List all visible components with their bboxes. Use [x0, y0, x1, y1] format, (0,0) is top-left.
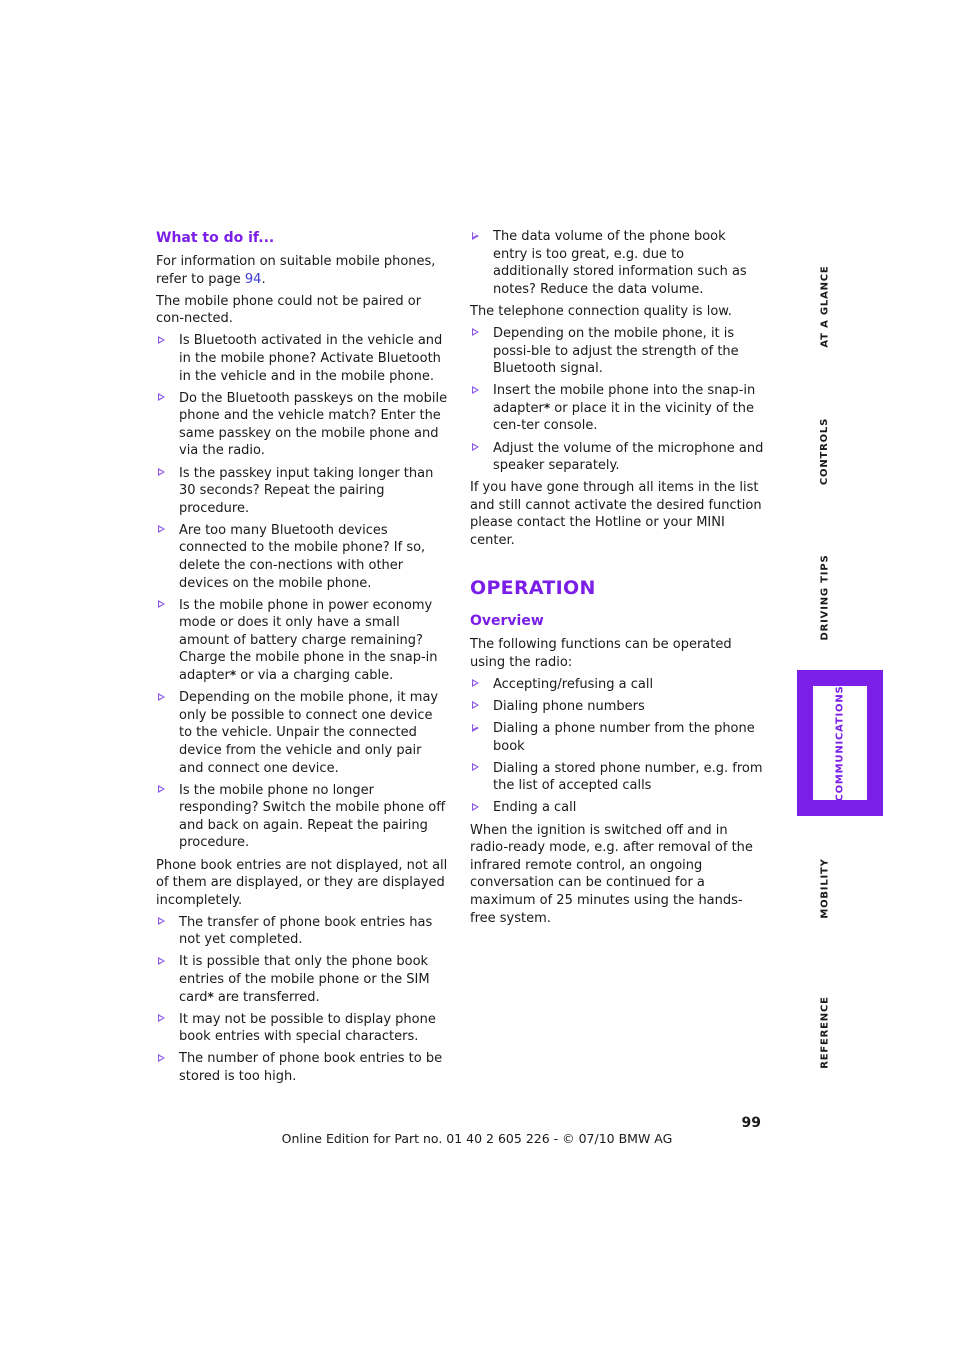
left-column [156, 228, 448, 1090]
list-item [156, 1011, 448, 1046]
list-item [470, 440, 764, 475]
hotline-paragraph: If you have gone through all items in the list and still cannot activate the desired function please contact the Hotline or your MINI center. [470, 480, 762, 548]
list-item-text: Is the mobile phone no longer responding? Switch the mobile phone off and back on again. Repeat the pairing procedure. [179, 782, 446, 851]
bullet-triangle-icon [158, 526, 165, 534]
ignition-paragraph: When the ignition is switched off and in radio-ready mode, e.g. after removal of the infrared remote control, an ongoing conversation can be continued for a maximum of 25 minutes using the hands-free system. [470, 822, 753, 926]
list-item-text: Accepting/refusing a call [493, 676, 654, 692]
tab-label: MOBILITY [819, 857, 831, 919]
tab-controls[interactable] [800, 381, 850, 521]
optional-equipment-star-icon: * [229, 668, 237, 683]
list-item-text: Dialing a phone number from the phone book [493, 721, 755, 754]
list-item [156, 597, 448, 685]
bullet-triangle-icon [472, 803, 479, 811]
tab-reference[interactable] [800, 962, 850, 1102]
list-item-text: Dialing phone numbers [493, 698, 645, 714]
radio-functions-list [470, 676, 764, 817]
tab-label: AT A GLANCE [819, 264, 831, 348]
list-item-text: Ending a call [493, 800, 577, 816]
bullet-triangle-icon [472, 329, 479, 337]
bullet-triangle-icon [158, 786, 165, 794]
list-item-text: The number of phone book entries to be stored is too high. [179, 1051, 443, 1085]
bullet-triangle-icon [472, 764, 479, 772]
bullet-triangle-icon [158, 336, 165, 344]
list-item-text: Adjust the volume of the microphone and speaker separately. [493, 440, 764, 474]
intro-end: . [261, 271, 266, 287]
tab-communications[interactable] [813, 686, 867, 800]
list-item [156, 522, 448, 592]
list-item-text: Depending on the mobile phone, it is possi-ble to adjust the strength of the Bluetooth signal. [493, 325, 739, 377]
list-item-text: The transfer of phone book entries has not yet completed. [179, 914, 433, 948]
list-item-text: Is the mobile phone in power economy mode or does it only have a small amount of battery charge remaining? Charge the mobile phone in the snap-in adapter [179, 597, 438, 684]
list-item [156, 914, 448, 949]
bullet-triangle-icon [158, 601, 165, 609]
right-column [470, 228, 764, 932]
list-item-text: Do the Bluetooth passkeys on the mobile phone and the vehicle match? Enter the same passkey on the mobile phone and via the radio. [179, 390, 448, 459]
pairing-checklist [156, 332, 448, 852]
list-item-text: Is Bluetooth activated in the vehicle and in the mobile phone? Activate Bluetooth in the vehicle and in the mobile phone. [179, 333, 443, 384]
list-item [470, 382, 764, 435]
pairing-problem-paragraph: The mobile phone could not be paired or con-nected. [156, 293, 422, 327]
tab-label: CONTROLS [819, 417, 831, 485]
bullet-triangle-icon [472, 444, 479, 452]
tab-label: REFERENCE [819, 995, 831, 1069]
list-item-text: Is the passkey input taking longer than 30 seconds? Repeat the pairing procedure. [179, 465, 434, 516]
list-item-text: The data volume of the phone book entry is too great, e.g. due to additionally stored information such as notes? Reduce the data volume. [493, 229, 747, 297]
bullet-triangle-icon [472, 232, 479, 240]
phone-book-problem-paragraph: Phone book entries are not displayed, not all of them are displayed, or they are displayed incompletely. [156, 857, 448, 908]
optional-equipment-star-icon: * [207, 989, 214, 1004]
list-item [470, 760, 764, 795]
tab-label: DRIVING TIPS [819, 554, 831, 640]
tab-driving-tips[interactable] [800, 527, 850, 667]
optional-equipment-star-icon: * [543, 400, 551, 415]
phone-book-checklist-continued [470, 228, 764, 298]
list-item-text-end: or place it in the vicinity of the cen-ter console. [493, 400, 754, 434]
intro-text: For information on suitable mobile phones, refer to page [156, 254, 436, 287]
bullet-triangle-icon [472, 386, 479, 394]
connection-quality-checklist [470, 325, 764, 475]
bullet-triangle-icon [158, 394, 165, 402]
list-item [156, 689, 448, 777]
list-item [470, 698, 764, 716]
overview-subheading: Overview [470, 613, 544, 630]
list-item-text: It is possible that only the phone book entries of the mobile phone or the SIM card [179, 954, 430, 1005]
intro-paragraph [156, 253, 448, 288]
connection-quality-paragraph: The telephone connection quality is low. [470, 303, 732, 319]
bullet-triangle-icon [472, 680, 479, 688]
list-item [156, 953, 448, 1006]
bullet-triangle-icon [158, 469, 165, 477]
list-item [156, 1050, 448, 1085]
what-to-do-heading: What to do if... [156, 230, 275, 246]
footer-edition-note: Online Edition for Part no. 01 40 2 605 226 - © 07/10 BMW AG [281, 1131, 673, 1146]
list-item [470, 325, 764, 378]
tab-mobility[interactable] [800, 818, 850, 958]
phone-book-checklist [156, 914, 448, 1086]
tab-label: COMMUNICATIONS [834, 684, 846, 802]
bullet-triangle-icon [158, 918, 165, 926]
list-item [470, 720, 764, 755]
bullet-triangle-icon [158, 1015, 165, 1023]
bullet-triangle-icon [472, 724, 479, 732]
list-item [156, 332, 448, 385]
bullet-triangle-icon [158, 1054, 165, 1062]
bullet-triangle-icon [158, 693, 165, 701]
list-item [470, 228, 764, 298]
bullet-triangle-icon [472, 702, 479, 710]
page-number: 99 [741, 1115, 761, 1131]
list-item [156, 390, 448, 460]
list-item-text: Depending on the mobile phone, it may only be possible to connect one device to the vehicle. Unpair the connected device from the vehicle and only pair and connect one device. [179, 690, 439, 776]
tab-at-a-glance[interactable] [800, 236, 850, 376]
list-item-text-end: are transferred. [213, 989, 320, 1005]
list-item [156, 782, 448, 852]
list-item [470, 676, 764, 694]
list-item-text: Insert the mobile phone into the snap-in adapter [493, 383, 756, 416]
overview-intro-paragraph: The following functions can be operated using the radio: [470, 637, 732, 670]
bullet-triangle-icon [158, 957, 165, 965]
list-item [156, 465, 448, 518]
page-94-link[interactable]: 94 [244, 271, 262, 287]
operation-heading: OPERATION [470, 576, 596, 599]
list-item-text: Dialing a stored phone number, e.g. from the list of accepted calls [493, 760, 763, 794]
list-item-text: It may not be possible to display phone book entries with special characters. [179, 1011, 436, 1045]
list-item [470, 799, 764, 817]
list-item-text-end: or via a charging cable. [236, 668, 394, 684]
list-item-text: Are too many Bluetooth devices connected to the mobile phone? If so, delete the con-nections with other devices on the mobile phone. [179, 522, 426, 591]
